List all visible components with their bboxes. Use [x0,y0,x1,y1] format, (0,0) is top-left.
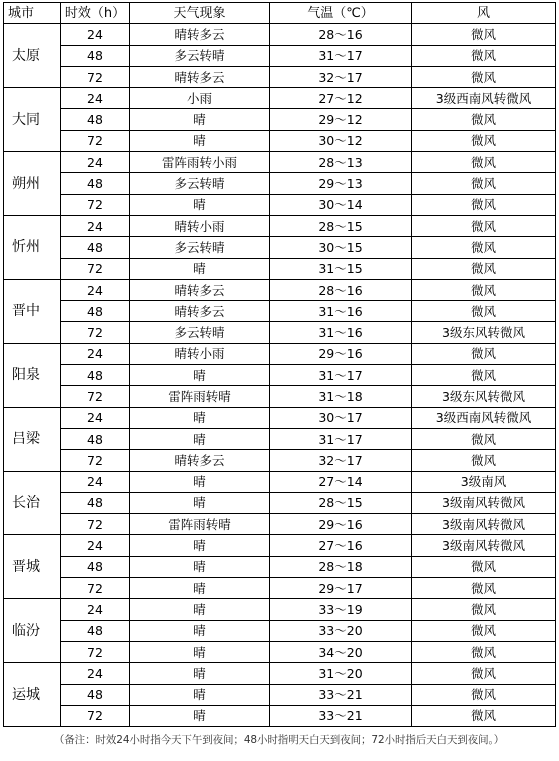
city-name: 阳泉 [4,343,61,407]
city-name: 临汾 [4,599,61,663]
forecast-hours: 24 [61,279,130,300]
wind-description: 微风 [412,130,556,151]
weather-condition: 晴 [130,556,270,577]
weather-condition: 晴转多云 [130,66,270,87]
header-temperature: 气温（℃） [270,3,412,24]
temperature-range: 29～16 [270,514,412,535]
city-name: 运城 [4,663,61,727]
forecast-hours: 72 [61,578,130,599]
weather-condition: 晴 [130,535,270,556]
header-wind: 风 [412,3,556,24]
forecast-table [3,2,556,727]
header-hours: 时效（h） [61,3,130,24]
forecast-hours: 48 [61,684,130,705]
forecast-hours: 24 [61,215,130,236]
wind-description: 3级东风转微风 [412,322,556,343]
table-row [4,130,556,151]
weather-condition: 晴 [130,620,270,641]
table-row [4,556,556,577]
table-row [4,620,556,641]
temperature-range: 29～17 [270,578,412,599]
forecast-hours: 72 [61,130,130,151]
wind-description: 微风 [412,620,556,641]
forecast-hours: 48 [61,428,130,449]
weather-condition: 晴 [130,471,270,492]
table-row [4,301,556,322]
city-name: 大同 [4,88,61,152]
table-row [4,663,556,684]
wind-description: 微风 [412,343,556,364]
temperature-range: 28～15 [270,492,412,513]
weather-condition: 晴 [130,365,270,386]
temperature-range: 28～15 [270,215,412,236]
weather-condition: 晴 [130,599,270,620]
temperature-range: 30～15 [270,237,412,258]
temperature-range: 31～16 [270,301,412,322]
weather-condition: 多云转晴 [130,237,270,258]
wind-description: 微风 [412,663,556,684]
weather-condition: 雷阵雨转晴 [130,386,270,407]
table-row [4,45,556,66]
forecast-hours: 48 [61,173,130,194]
temperature-range: 30～12 [270,130,412,151]
weather-condition: 晴 [130,130,270,151]
forecast-hours: 24 [61,152,130,173]
temperature-range: 27～16 [270,535,412,556]
table-row [4,258,556,279]
header-city: 城市 [4,3,61,24]
forecast-hours: 48 [61,492,130,513]
weather-condition: 晴 [130,109,270,130]
wind-description: 微风 [412,450,556,471]
forecast-hours: 72 [61,450,130,471]
temperature-range: 29～16 [270,343,412,364]
temperature-range: 33～19 [270,599,412,620]
table-row [4,514,556,535]
city-name: 晋中 [4,279,61,343]
wind-description: 微风 [412,45,556,66]
city-name: 朔州 [4,152,61,216]
wind-description: 微风 [412,66,556,87]
temperature-range: 31～17 [270,45,412,66]
table-row [4,599,556,620]
table-row [4,365,556,386]
weather-condition: 晴 [130,407,270,428]
forecast-hours: 72 [61,641,130,662]
table-row [4,215,556,236]
forecast-hours: 24 [61,343,130,364]
weather-condition: 晴 [130,705,270,726]
wind-description: 3级西南风转微风 [412,407,556,428]
temperature-range: 31～17 [270,365,412,386]
weather-condition: 雷阵雨转小雨 [130,152,270,173]
forecast-hours: 24 [61,24,130,45]
wind-description: 微风 [412,705,556,726]
temperature-range: 32～17 [270,66,412,87]
wind-description: 微风 [412,194,556,215]
forecast-hours: 72 [61,705,130,726]
table-row [4,194,556,215]
wind-description: 3级东风转微风 [412,386,556,407]
header-row [4,3,556,24]
weather-condition: 晴 [130,492,270,513]
temperature-range: 33～20 [270,620,412,641]
temperature-range: 31～20 [270,663,412,684]
table-row [4,237,556,258]
weather-condition: 晴 [130,684,270,705]
weather-condition: 晴转多云 [130,450,270,471]
wind-description: 微风 [412,258,556,279]
forecast-hours: 72 [61,386,130,407]
weather-condition: 晴 [130,258,270,279]
table-row [4,535,556,556]
temperature-range: 31～15 [270,258,412,279]
weather-condition: 晴转多云 [130,279,270,300]
weather-condition: 多云转晴 [130,322,270,343]
weather-condition: 晴转小雨 [130,343,270,364]
weather-condition: 晴 [130,194,270,215]
temperature-range: 31～18 [270,386,412,407]
wind-description: 微风 [412,152,556,173]
wind-description: 3级南风 [412,471,556,492]
wind-description: 3级南风转微风 [412,492,556,513]
wind-description: 微风 [412,215,556,236]
header-weather: 天气现象 [130,3,270,24]
wind-description: 微风 [412,237,556,258]
wind-description: 3级西南风转微风 [412,88,556,109]
temperature-range: 31～16 [270,322,412,343]
weather-condition: 多云转晴 [130,173,270,194]
weather-condition: 多云转晴 [130,45,270,66]
wind-description: 微风 [412,173,556,194]
footnote: （备注：时效24小时指今天下午到夜间；48小时指明天白天到夜间；72小时指后天白天到夜间。） [53,734,505,747]
wind-description: 微风 [412,365,556,386]
weather-condition: 晴 [130,428,270,449]
table-row [4,152,556,173]
table-row [4,705,556,726]
table-row [4,492,556,513]
city-name: 忻州 [4,215,61,279]
temperature-range: 29～12 [270,109,412,130]
wind-description: 微风 [412,279,556,300]
temperature-range: 30～14 [270,194,412,215]
city-name: 太原 [4,24,61,88]
table-row [4,322,556,343]
table-row [4,66,556,87]
weather-condition: 晴 [130,578,270,599]
forecast-hours: 48 [61,620,130,641]
weather-condition: 晴转多云 [130,24,270,45]
wind-description: 3级南风转微风 [412,535,556,556]
city-name: 吕梁 [4,407,61,471]
wind-description: 微风 [412,599,556,620]
table-row [4,471,556,492]
forecast-hours: 48 [61,556,130,577]
forecast-hours: 24 [61,535,130,556]
temperature-range: 34～20 [270,641,412,662]
forecast-hours: 48 [61,365,130,386]
forecast-hours: 72 [61,322,130,343]
weather-condition: 晴 [130,641,270,662]
table-row [4,279,556,300]
forecast-hours: 72 [61,514,130,535]
table-row [4,173,556,194]
weather-condition: 晴转多云 [130,301,270,322]
temperature-range: 32～17 [270,450,412,471]
temperature-range: 28～16 [270,24,412,45]
table-row [4,450,556,471]
table-row [4,428,556,449]
table-row [4,407,556,428]
forecast-hours: 48 [61,237,130,258]
wind-description: 微风 [412,24,556,45]
table-row [4,578,556,599]
temperature-range: 28～13 [270,152,412,173]
temperature-range: 31～17 [270,428,412,449]
temperature-range: 29～13 [270,173,412,194]
table-row [4,24,556,45]
temperature-range: 30～17 [270,407,412,428]
temperature-range: 27～12 [270,88,412,109]
table-row [4,386,556,407]
city-name: 晋城 [4,535,61,599]
wind-description: 微风 [412,428,556,449]
table-row [4,88,556,109]
temperature-range: 33～21 [270,705,412,726]
forecast-hours: 24 [61,88,130,109]
temperature-range: 33～21 [270,684,412,705]
forecast-hours: 24 [61,407,130,428]
table-row [4,109,556,130]
wind-description: 微风 [412,301,556,322]
table-row [4,641,556,662]
weather-condition: 雷阵雨转晴 [130,514,270,535]
temperature-range: 27～14 [270,471,412,492]
forecast-hours: 24 [61,599,130,620]
forecast-hours: 48 [61,301,130,322]
temperature-range: 28～18 [270,556,412,577]
wind-description: 微风 [412,684,556,705]
wind-description: 微风 [412,641,556,662]
forecast-document [3,2,555,747]
wind-description: 3级南风转微风 [412,514,556,535]
table-row [4,684,556,705]
forecast-hours: 48 [61,45,130,66]
forecast-hours: 72 [61,258,130,279]
temperature-range: 28～16 [270,279,412,300]
wind-description: 微风 [412,556,556,577]
wind-description: 微风 [412,578,556,599]
forecast-table-body [4,24,556,727]
forecast-hours: 24 [61,471,130,492]
forecast-hours: 72 [61,194,130,215]
weather-condition: 晴 [130,663,270,684]
table-row [4,343,556,364]
weather-condition: 小雨 [130,88,270,109]
weather-condition: 晴转小雨 [130,215,270,236]
forecast-hours: 72 [61,66,130,87]
forecast-hours: 48 [61,109,130,130]
forecast-hours: 24 [61,663,130,684]
wind-description: 微风 [412,109,556,130]
city-name: 长治 [4,471,61,535]
